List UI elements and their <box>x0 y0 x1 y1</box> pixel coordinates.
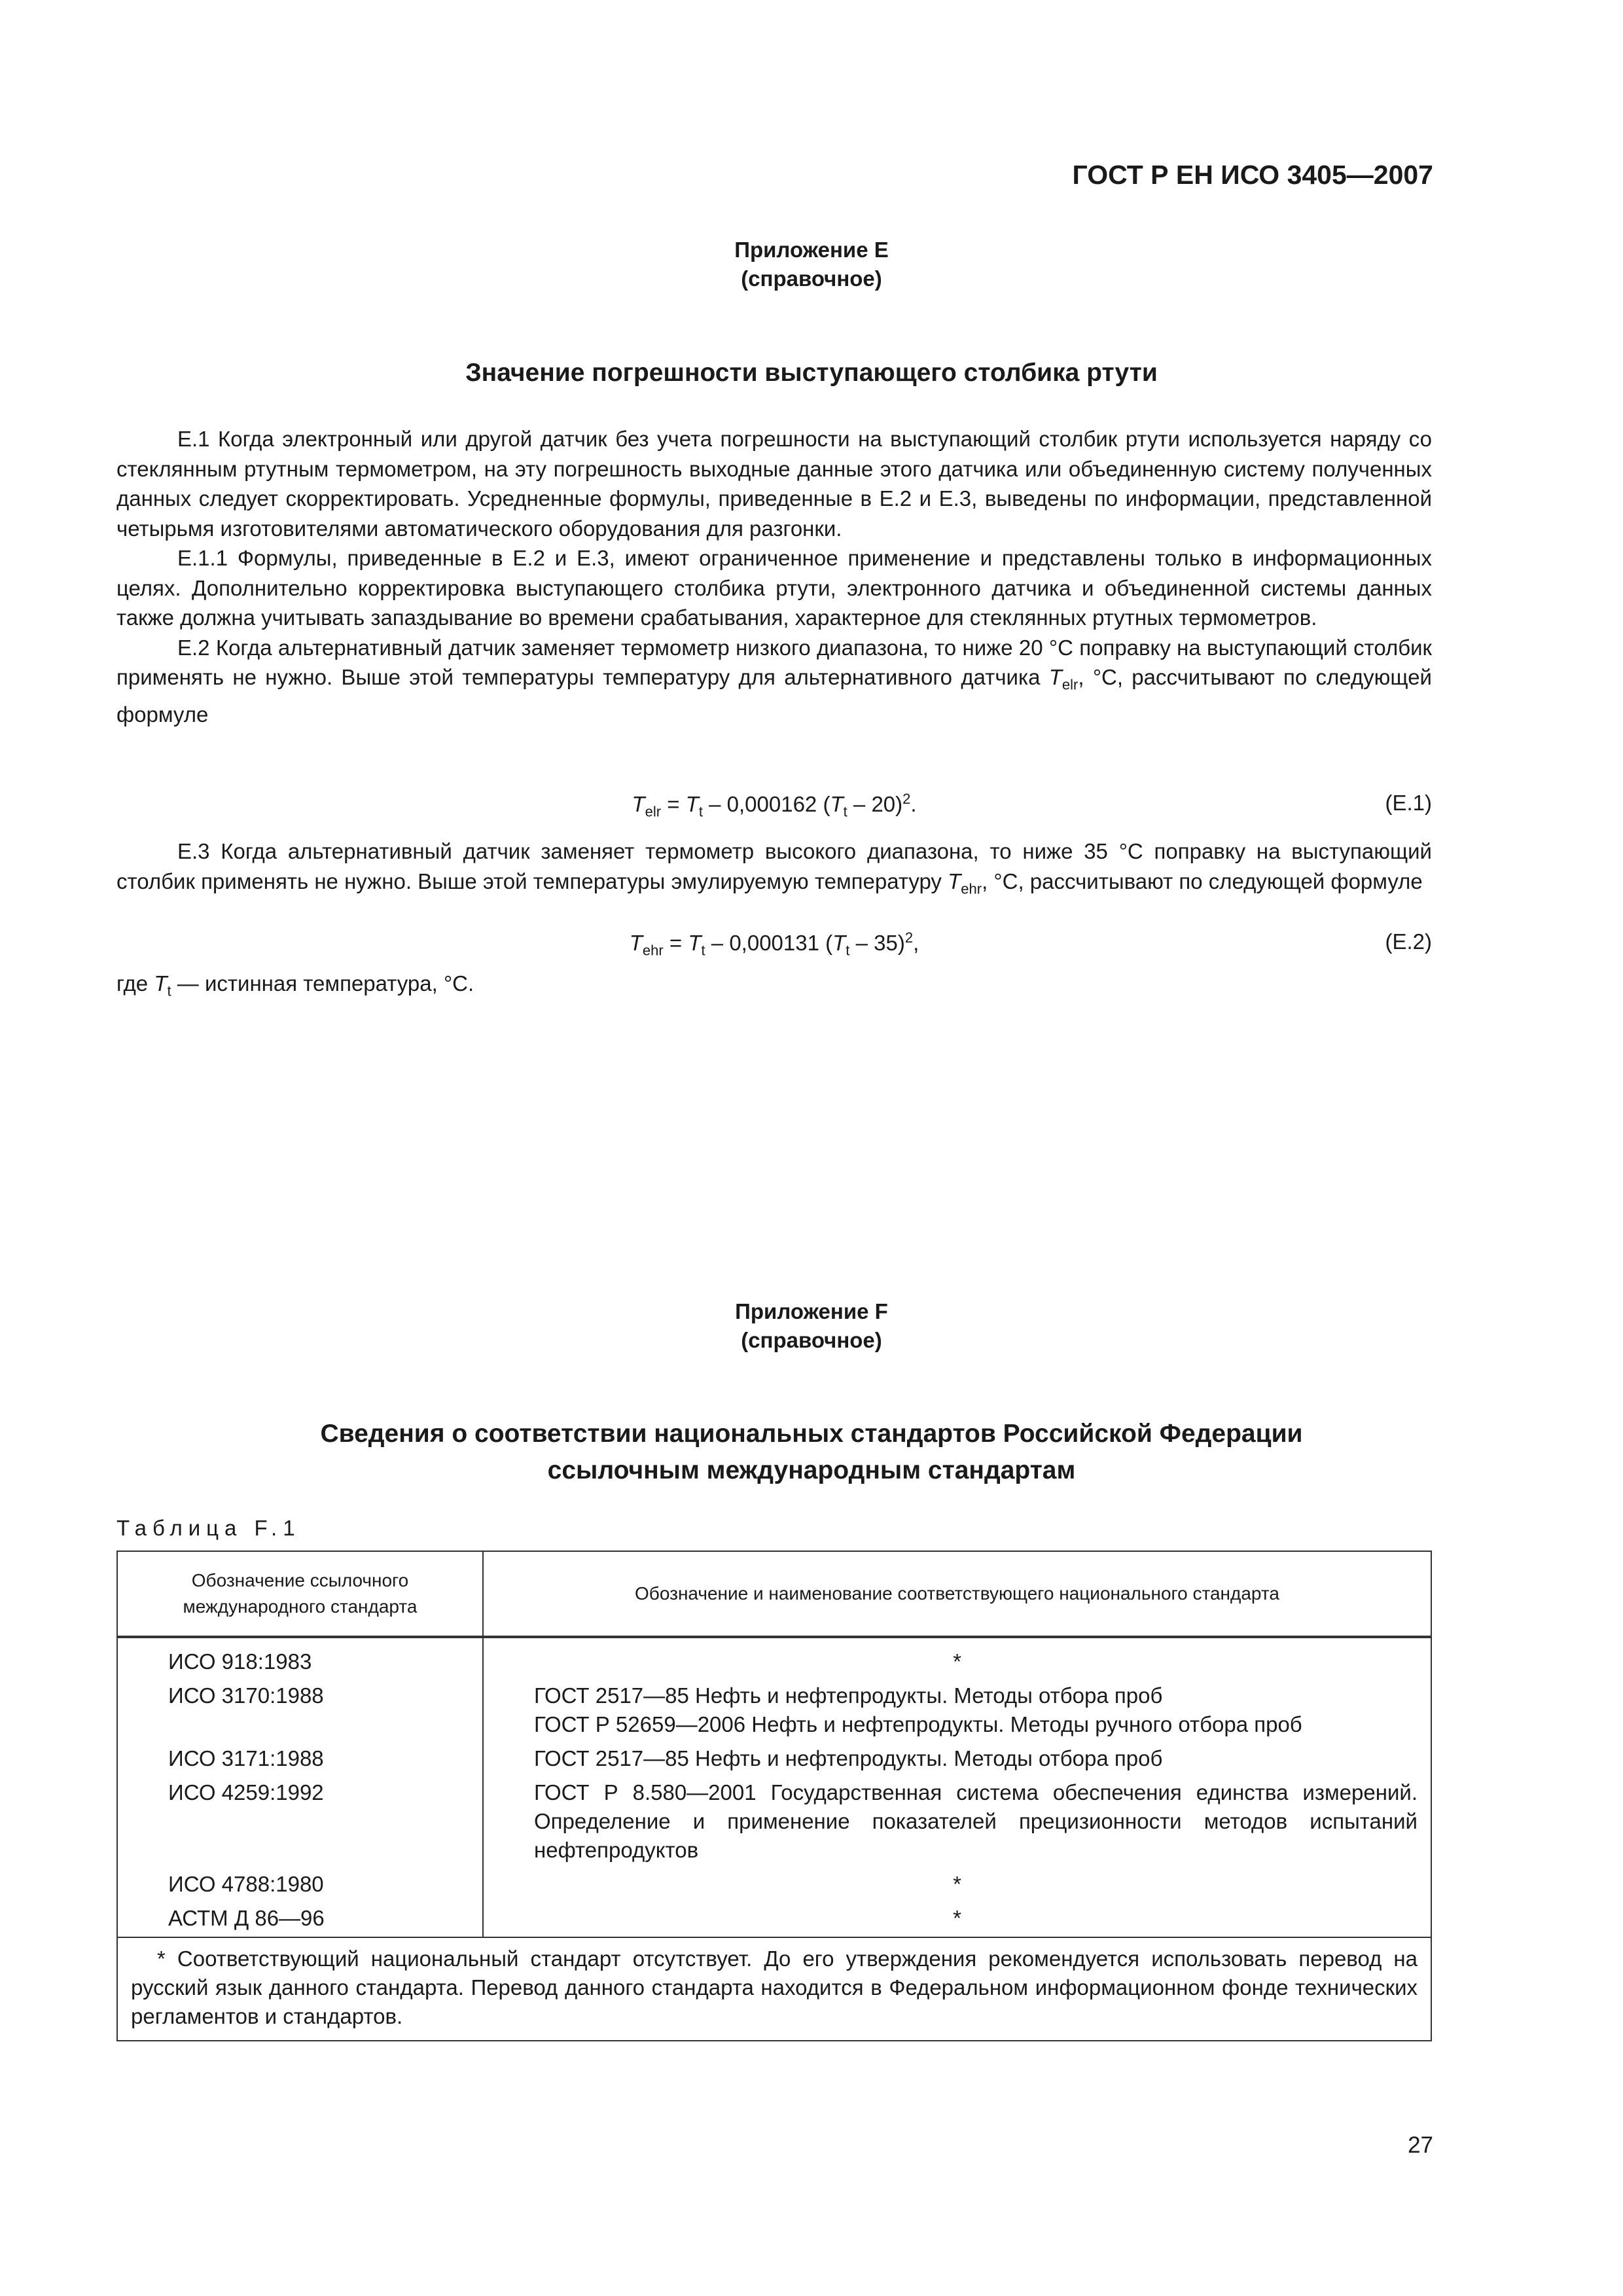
annex-e-label: Приложение Е <box>734 238 889 262</box>
annex-e-body-part2 <box>116 836 1432 904</box>
intl-standard-cell: АСТМ Д 86—96 <box>117 1903 483 1937</box>
table-row <box>117 1777 1431 1869</box>
intl-standard-cell: ИСО 918:1983 <box>117 1637 483 1680</box>
annex-e-heading <box>0 236 1623 293</box>
annex-f-title-line1: Сведения о соответствии национальных стандартов Российской Федерации <box>320 1420 1303 1448</box>
annex-e-body-part1 <box>116 424 1432 730</box>
national-standard-cell <box>483 1680 1431 1743</box>
formula-e2-expression: $T_{ehr} = T_t - 0,000131$ $(T_t - 35)^2$, <box>629 929 919 959</box>
header-international-standard: Обозначение ссылочного международного стандарта <box>117 1551 483 1637</box>
table-footnote-row <box>117 1937 1431 2041</box>
table-row <box>117 1903 1431 1937</box>
table-row <box>117 1637 1431 1680</box>
annex-f-heading <box>0 1297 1623 1355</box>
table-caption: Таблица F.1 <box>116 1516 301 1540</box>
national-standard-cell: * <box>483 1903 1431 1937</box>
annex-f-title <box>0 1416 1623 1489</box>
table-row <box>117 1743 1431 1777</box>
formula-e1-expression: $T_{elr} = T_t - 0,000162$ $(T_t - 20)^2$. <box>632 791 917 820</box>
paragraph-e2: Е.2 Когда альтернативный датчик заменяет термометр низкого диапазона, то ниже 20 °С поправку на выступающий столбик применять не нужно. Выше этой температуры температуру для альтернативного датчика $T_{elr}$, °С, рассчитывают по следующей формуле <box>116 635 1432 727</box>
annex-f-title-line2: ссылочным международным стандартам <box>547 1456 1076 1484</box>
table-row <box>117 1680 1431 1743</box>
header-national-standard: Обозначение и наименование соответствующего национального стандарта <box>483 1551 1431 1637</box>
formula-e2 <box>116 929 1432 962</box>
annex-f-label: Приложение F <box>735 1299 888 1323</box>
intl-standard-cell: ИСО 4259:1992 <box>117 1777 483 1869</box>
table-footnote: * Соответствующий национальный стандарт отсутствует. До его утверждения рекомендуется использовать перевод на русский язык данного стандарта. Перевод данного стандарта находится в Федеральном информационном фонде технических регламентов и стандартов. <box>117 1937 1431 2041</box>
intl-standard-cell: ИСО 3171:1988 <box>117 1743 483 1777</box>
formula-e1 <box>116 791 1432 823</box>
national-standard-line: ГОСТ 2517—85 Нефть и нефтепродукты. Методы отбора проб <box>534 1683 1163 1708</box>
where-clause: где $T_t$ — истинная температура, °С. <box>116 971 474 999</box>
national-standard-cell: ГОСТ 2517—85 Нефть и нефтепродукты. Методы отбора проб <box>483 1743 1431 1777</box>
table-row <box>117 1869 1431 1903</box>
formula-e1-number: (Е.1) <box>1385 791 1432 815</box>
page-number: 27 <box>1408 2132 1433 2158</box>
national-standard-line: ГОСТ Р 52659—2006 Нефть и нефтепродукты. Методы ручного отбора проб <box>534 1712 1302 1736</box>
annex-e-status: (справочное) <box>741 266 882 291</box>
annex-f-status: (справочное) <box>741 1328 882 1352</box>
standards-table <box>116 1551 1432 2041</box>
national-standard-cell: * <box>483 1637 1431 1680</box>
national-standard-cell: * <box>483 1869 1431 1903</box>
national-standard-cell: ГОСТ Р 8.580—2001 Государственная система обеспечения единства измерений. Определение и применение показателей прецизионности методов испытаний нефтепродуктов <box>483 1777 1431 1869</box>
annex-e-title: Значение погрешности выступающего столбика ртути <box>465 359 1158 387</box>
paragraph-e1: Е.1 Когда электронный или другой датчик без учета погрешности на выступающий столбик ртути используется наряду со стеклянным ртутным термометром, на эту погрешность выходные данные этого датчика или объединенную систему полученных данных следует скорректировать. Усредненные формулы, приведенные в Е.2 и Е.3, выведены по информации, представленной четырьмя изготовителями автоматического оборудования для разгонки. <box>116 427 1432 541</box>
intl-standard-cell: ИСО 3170:1988 <box>117 1680 483 1743</box>
document-code: ГОСТ Р ЕН ИСО 3405—2007 <box>1072 160 1433 190</box>
formula-e2-number: (Е.2) <box>1385 929 1432 954</box>
paragraph-e1-1: Е.1.1 Формулы, приведенные в Е.2 и Е.3, имеют ограниченное применение и представлены только в информационных целях. Дополнительно корректировка выступающего столбика ртути, электронного датчика и объединенной системы данных также должна учитывать запаздывание во времени срабатывания, характерное для стеклянных ртутных термометров. <box>116 546 1432 630</box>
intl-standard-cell: ИСО 4788:1980 <box>117 1869 483 1903</box>
table-header-row <box>117 1551 1431 1637</box>
paragraph-e3: Е.3 Когда альтернативный датчик заменяет термометр высокого диапазона, то ниже 35 °С поправку на выступающий столбик применять не нужно. Выше этой температуры эмулируемую температуру $T_{ehr}$, °С, рассчитывают по следующей формуле <box>116 839 1432 897</box>
